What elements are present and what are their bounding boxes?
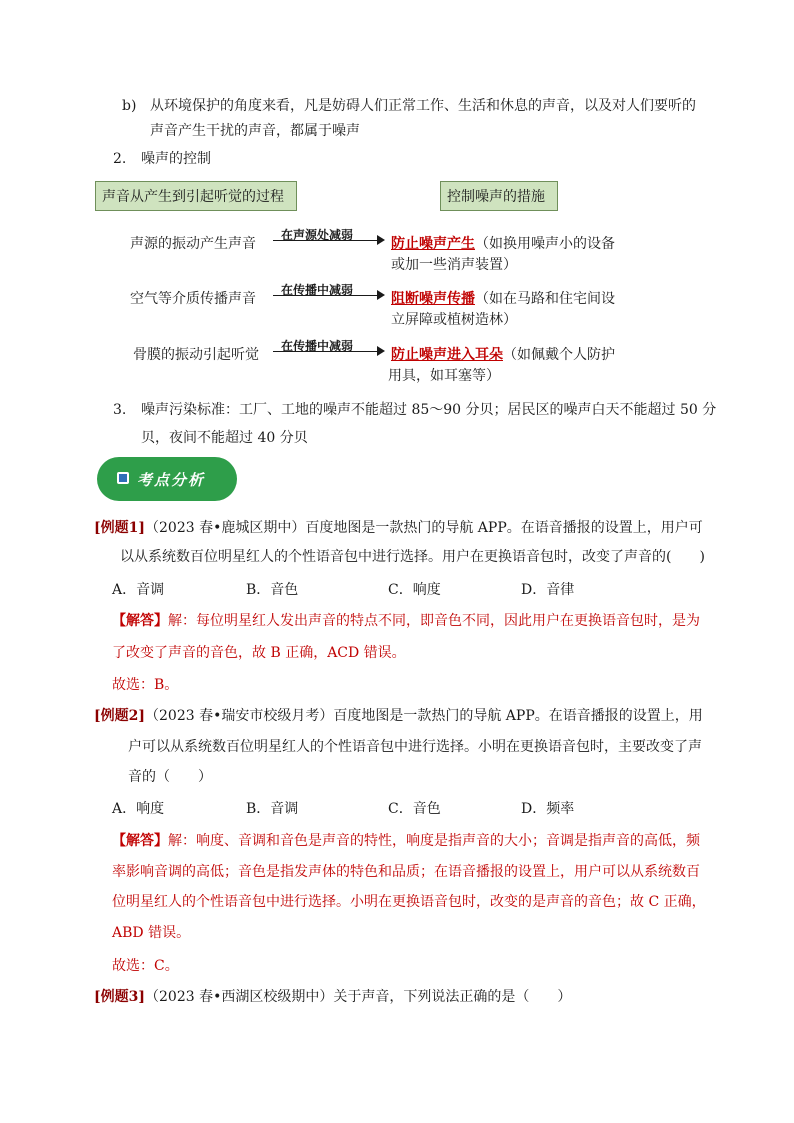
noise-standard-line2: 贝，夜间不能超过 40 分贝 (141, 430, 308, 446)
section-badge (97, 457, 237, 501)
section-title: 噪声的控制 (141, 151, 211, 167)
answer-2-line2: 率影响音调的高低；音色是指发声体的特色和品质；在语音播报的设置上，用户可以从系统数百 (112, 864, 700, 880)
option-d: D．音律 (521, 582, 575, 598)
measure-3: 防止噪声进入耳朵 (391, 347, 503, 363)
answer-2-line1 (112, 831, 700, 851)
example-question: （2023 春•鹿城区期中）百度地图是一款热门的导航 APP。在语音播报的设置上，用户可 (145, 520, 703, 536)
arrow-label-1: 在声源处减弱 (281, 228, 354, 242)
answer-2-line4: ABD 错误。 (112, 925, 191, 941)
note-2b: 立屏障或植树造林） (391, 312, 517, 328)
measure-row-2 (391, 289, 615, 309)
option-a: A．响度 (112, 801, 165, 817)
answer-tag: 【解答】 (112, 833, 168, 849)
stage-3: 骨膜的振动引起听觉 (133, 347, 259, 363)
option-a: A．音调 (112, 582, 165, 598)
answer-1-line1 (112, 611, 700, 631)
option-c: C．响度 (388, 582, 441, 598)
notebook-icon (117, 472, 129, 484)
noise-definition-line1: 从环境保护的角度来看，凡是妨碍人们正常工作、生活和休息的声音，以及对人们要听的 (150, 98, 696, 114)
arrow-label-3: 在传播中减弱 (281, 339, 354, 353)
answer-tag: 【解答】 (112, 613, 168, 629)
answer-2-line3: 位明星红人的个性语音包中进行选择。小明在更换语音包时，改变的是声音的音色；故 C 正确， (112, 894, 706, 910)
measure-row-3 (391, 345, 615, 365)
example-tag: [例题1] (94, 520, 145, 536)
answer-1-line2: 了改变了声音的音色，故 B 正确，ACD 错误。 (112, 645, 406, 661)
choice-2: 故选：C。 (112, 958, 179, 974)
arrow-1 (273, 228, 385, 248)
arrow-shaft (273, 295, 379, 296)
example-1-line2: 以从系统数百位明星红人的个性语音包中进行选择。用户在更换语音包时，改变了声音的( ) (120, 549, 705, 565)
example-tag: [例题2] (94, 708, 145, 724)
stage-2: 空气等介质传播声音 (130, 291, 256, 307)
measure-1: 防止噪声产生 (391, 236, 475, 252)
example-2-line2: 户可以从系统数百位明星红人的个性语音包中进行选择。小明在更换语音包时，主要改变了声 (128, 739, 702, 755)
example-1-line1 (94, 518, 703, 538)
arrow-3 (273, 339, 385, 359)
answer-text: 解：响度、音调和音色是声音的特性，响度是指声音的大小；音调是指声音的高低，频 (168, 833, 700, 849)
measures-header-box: 控制噪声的措施 (440, 181, 558, 211)
answer-text: 解：每位明星红人发出声音的特点不同，即音色不同，因此用户在更换语音包时，是为 (168, 613, 700, 629)
section-number: 3. (113, 402, 127, 418)
example-2-line3: 音的（ ） (128, 769, 212, 785)
measure-2: 阻断噪声传播 (391, 291, 475, 307)
arrow-2 (273, 283, 385, 303)
option-b: B．音调 (246, 801, 299, 817)
arrow-head (377, 235, 385, 245)
note-1b: 或加一些消声装置） (391, 257, 517, 273)
note-3a: （如佩戴个人防护 (503, 347, 615, 363)
option-b: B．音色 (246, 582, 299, 598)
arrow-shaft (273, 351, 379, 352)
arrow-head (377, 346, 385, 356)
stage-1: 声源的振动产生声音 (130, 236, 256, 252)
measure-row-1 (391, 234, 615, 254)
section-number: 2. (113, 151, 127, 167)
example-tag: [例题3] (94, 989, 145, 1005)
arrow-shaft (273, 240, 379, 241)
note-2a: （如在马路和住宅间设 (475, 291, 615, 307)
list-marker: b) (122, 98, 137, 114)
option-c: C．音色 (388, 801, 441, 817)
noise-standard-line1: 噪声污染标准：工厂、工地的噪声不能超过 85～90 分贝；居民区的噪声白天不能超过 50 分 (141, 402, 717, 418)
arrow-head (377, 290, 385, 300)
example-3-line1 (94, 987, 571, 1007)
badge-label: 考点分析 (137, 471, 206, 489)
example-2-line1 (94, 706, 703, 726)
arrow-label-2: 在传播中减弱 (281, 283, 354, 297)
example-question: （2023 春•西湖区校级期中）关于声音，下列说法正确的是（ ） (145, 989, 572, 1005)
noise-definition-line2: 声音产生干扰的声音，都属于噪声 (150, 123, 360, 139)
option-d: D．频率 (521, 801, 575, 817)
example-question: （2023 春•瑞安市校级月考）百度地图是一款热门的导航 APP。在语音播报的设置上，用 (145, 708, 703, 724)
note-1a: （如换用噪声小的设备 (475, 236, 615, 252)
note-3b: 用具，如耳塞等） (388, 368, 500, 384)
choice-1: 故选：B。 (112, 677, 179, 693)
process-header-box: 声音从产生到引起听觉的过程 (95, 181, 297, 211)
